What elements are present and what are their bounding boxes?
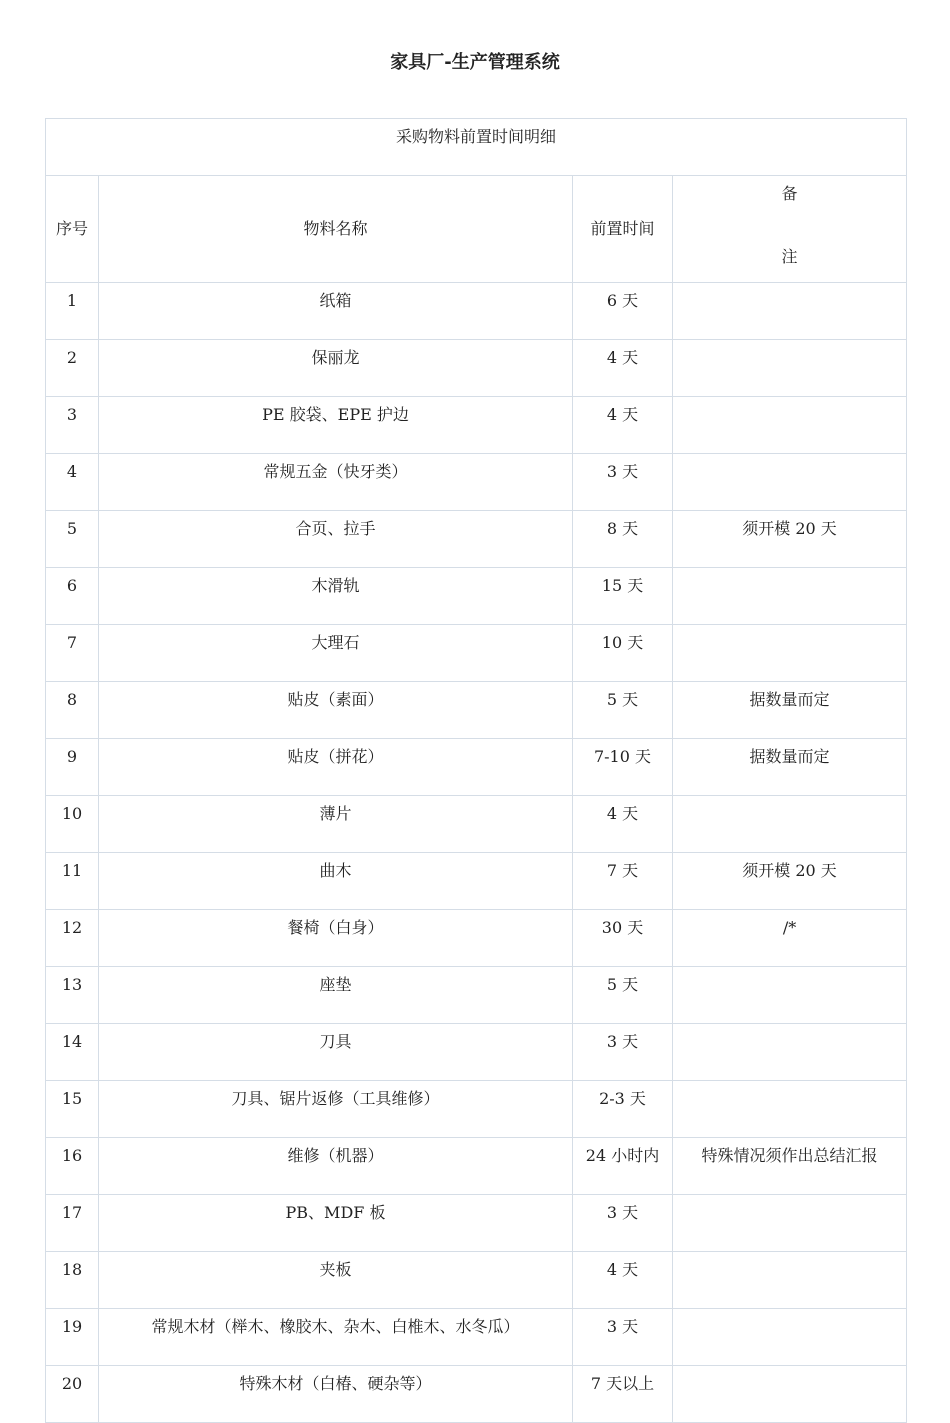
cell-lead-time: 8 天 [573,511,673,568]
cell-lead-time: 7-10 天 [573,739,673,796]
cell-index: 13 [46,967,99,1024]
table-row [46,397,907,454]
table-row [46,796,907,853]
cell-lead-time: 3 天 [573,454,673,511]
header-index: 序号 [46,176,99,283]
cell-material-name: 常规五金（快牙类） [99,454,573,511]
cell-material-name: 餐椅（白身） [99,910,573,967]
cell-remark [673,625,907,682]
cell-remark [673,1024,907,1081]
cell-remark [673,1252,907,1309]
cell-lead-time: 3 天 [573,1309,673,1366]
table-row [46,1138,907,1195]
cell-lead-time: 3 天 [573,1024,673,1081]
cell-remark: 须开模 20 天 [673,511,907,568]
table-row [46,739,907,796]
cell-material-name: 纸箱 [99,283,573,340]
table-row [46,625,907,682]
table-header-row [46,176,907,283]
cell-material-name: 刀具、锯片返修（工具维修） [99,1081,573,1138]
header-remark [673,176,907,283]
header-lead-time: 前置时间 [573,176,673,283]
cell-remark [673,1081,907,1138]
table-body [46,283,907,1423]
cell-index: 17 [46,1195,99,1252]
cell-lead-time: 4 天 [573,1252,673,1309]
table-caption: 采购物料前置时间明细 [46,119,907,176]
cell-lead-time: 30 天 [573,910,673,967]
table-row [46,1024,907,1081]
table-row [46,1366,907,1423]
cell-remark [673,454,907,511]
cell-lead-time: 10 天 [573,625,673,682]
table-row [46,1309,907,1366]
cell-remark [673,568,907,625]
cell-material-name: 薄片 [99,796,573,853]
table-row [46,1195,907,1252]
cell-remark [673,340,907,397]
cell-material-name: 曲木 [99,853,573,910]
table-row [46,853,907,910]
cell-remark: 特殊情况须作出总结汇报 [673,1138,907,1195]
cell-remark [673,1309,907,1366]
cell-material-name: PB、MDF 板 [99,1195,573,1252]
cell-index: 1 [46,283,99,340]
cell-lead-time: 4 天 [573,796,673,853]
table-row [46,910,907,967]
cell-lead-time: 4 天 [573,340,673,397]
cell-index: 16 [46,1138,99,1195]
table-row [46,454,907,511]
cell-remark [673,283,907,340]
cell-index: 2 [46,340,99,397]
cell-remark: 据数量而定 [673,739,907,796]
cell-lead-time: 5 天 [573,682,673,739]
cell-index: 7 [46,625,99,682]
cell-material-name: 贴皮（素面） [99,682,573,739]
table-row [46,568,907,625]
cell-material-name: 座垫 [99,967,573,1024]
cell-lead-time: 7 天 [573,853,673,910]
cell-index: 11 [46,853,99,910]
cell-material-name: 常规木材（榉木、橡胶木、杂木、白椎木、水冬瓜） [99,1309,573,1366]
cell-index: 14 [46,1024,99,1081]
table-row [46,682,907,739]
cell-remark [673,1195,907,1252]
cell-index: 6 [46,568,99,625]
cell-material-name: 大理石 [99,625,573,682]
document-title: 家具厂-生产管理系统 [390,52,560,73]
cell-remark: 须开模 20 天 [673,853,907,910]
cell-remark [673,967,907,1024]
cell-material-name: PE 胶袋、EPE 护边 [99,397,573,454]
cell-index: 8 [46,682,99,739]
cell-material-name: 夹板 [99,1252,573,1309]
lead-time-table [45,118,907,1423]
cell-lead-time: 15 天 [573,568,673,625]
cell-material-name: 木滑轨 [99,568,573,625]
cell-material-name: 保丽龙 [99,340,573,397]
cell-lead-time: 24 小时内 [573,1138,673,1195]
table-row [46,340,907,397]
cell-index: 4 [46,454,99,511]
cell-remark: /* [673,910,907,967]
cell-remark [673,1366,907,1423]
cell-material-name: 合页、拉手 [99,511,573,568]
cell-index: 9 [46,739,99,796]
header-material-name: 物料名称 [99,176,573,283]
cell-lead-time: 7 天以上 [573,1366,673,1423]
cell-index: 15 [46,1081,99,1138]
cell-index: 3 [46,397,99,454]
table-row [46,1081,907,1138]
table-row [46,283,907,340]
cell-material-name: 贴皮（拼花） [99,739,573,796]
table-row [46,1252,907,1309]
cell-index: 5 [46,511,99,568]
header-remark-line2: 注 [781,247,798,266]
cell-remark: 据数量而定 [673,682,907,739]
cell-lead-time: 3 天 [573,1195,673,1252]
header-remark-line1: 备 [781,184,798,203]
cell-lead-time: 2-3 天 [573,1081,673,1138]
cell-material-name: 刀具 [99,1024,573,1081]
cell-lead-time: 6 天 [573,283,673,340]
cell-index: 18 [46,1252,99,1309]
cell-index: 19 [46,1309,99,1366]
cell-index: 20 [46,1366,99,1423]
cell-remark [673,796,907,853]
cell-lead-time: 4 天 [573,397,673,454]
cell-index: 10 [46,796,99,853]
cell-lead-time: 5 天 [573,967,673,1024]
cell-remark [673,397,907,454]
table-row [46,511,907,568]
cell-index: 12 [46,910,99,967]
cell-material-name: 维修（机器） [99,1138,573,1195]
cell-material-name: 特殊木材（白椿、硬杂等） [99,1366,573,1423]
table-row [46,967,907,1024]
